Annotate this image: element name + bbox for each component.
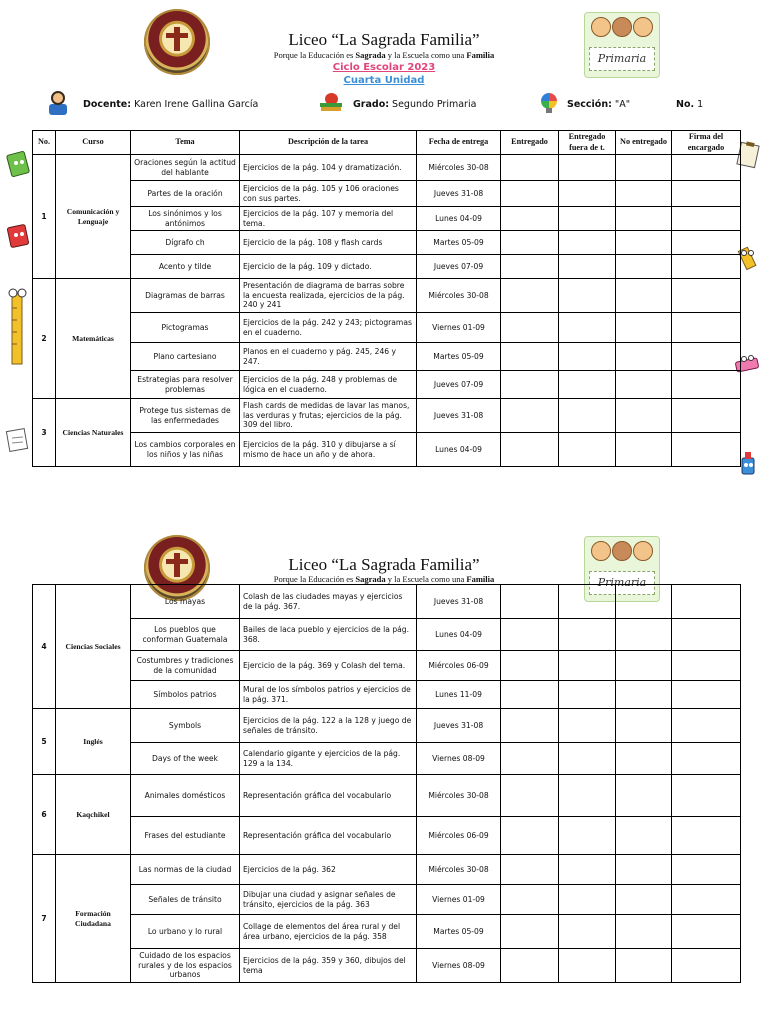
table-row (33, 885, 741, 915)
topic-cell: Los cambios corporales en los niños y las niñas (131, 433, 240, 467)
description-cell: Ejercicios de la pág. 310 y dibujarse a sí mismo de hace un año y de ahora. (240, 433, 417, 467)
delivered-cell[interactable] (501, 313, 559, 343)
due-date-cell: Lunes 04-09 (417, 207, 501, 231)
topic-cell: Los pueblos que conforman Guatemala (131, 619, 240, 651)
not-delivered-cell[interactable] (616, 207, 672, 231)
topic-cell: Los mayas (131, 585, 240, 619)
description-cell: Flash cards de medidas de lavar las manos, las verduras y frutas; ejercicios de la pág. 309 del libro. (240, 399, 417, 433)
due-date-cell: Miércoles 30-08 (417, 855, 501, 885)
late-cell[interactable] (559, 399, 616, 433)
topic-cell: Protege tus sistemas de las enfermedades (131, 399, 240, 433)
docente-field: Docente: Karen Irene Gallina García (83, 99, 259, 110)
teacher-icon (47, 91, 69, 115)
course-name: Inglés (56, 709, 131, 775)
signature-cell[interactable] (672, 343, 741, 371)
table-row (33, 343, 741, 371)
delivered-cell[interactable] (501, 255, 559, 279)
school-motto-2: Porque la Educación es Sagrada y la Escuela como una Familia (273, 574, 495, 584)
table-row (33, 681, 741, 709)
description-cell: Calendario gigante y ejercicios de la pág. 129 a la 134. (240, 743, 417, 775)
not-delivered-cell[interactable] (616, 433, 672, 467)
table-row (33, 313, 741, 343)
signature-cell[interactable] (672, 855, 741, 885)
signature-cell[interactable] (672, 399, 741, 433)
seccion-field: Sección: "A" (567, 99, 631, 110)
description-cell: Representación gráfica del vocabulario (240, 775, 417, 817)
school-title: Liceo “La Sagrada Familia” (288, 30, 480, 49)
course-number: 5 (33, 709, 56, 775)
description-cell: Presentación de diagrama de barras sobre la encuesta realizada, ejercicios de la pág. 240 y 241 (240, 279, 417, 313)
due-date-cell: Martes 05-09 (417, 231, 501, 255)
not-delivered-cell[interactable] (616, 279, 672, 313)
signature-cell[interactable] (672, 155, 741, 181)
table-row (33, 709, 741, 743)
table-row (33, 231, 741, 255)
topic-cell: Partes de la oración (131, 181, 240, 207)
topic-cell: Estrategias para resolver problemas (131, 371, 240, 399)
due-date-cell: Viernes 08-09 (417, 743, 501, 775)
due-date-cell: Martes 05-09 (417, 915, 501, 949)
tasks-table-1 (32, 130, 741, 467)
description-cell: Dibujar una ciudad y asignar señales de tránsito, ejercicios de la pág. 363 (240, 885, 417, 915)
table-row (33, 181, 741, 207)
signature-cell[interactable] (672, 371, 741, 399)
topic-cell: Pictogramas (131, 313, 240, 343)
table-row (33, 279, 741, 313)
table-row (33, 915, 741, 949)
course-name: Ciencias Sociales (56, 585, 131, 709)
signature-cell[interactable] (672, 949, 741, 983)
late-cell[interactable] (559, 709, 616, 743)
description-cell: Mural de los símbolos patrios y ejercicios de la pág. 371. (240, 681, 417, 709)
late-cell[interactable] (559, 155, 616, 181)
description-cell: Planos en el cuaderno y pág. 245, 246 y 247. (240, 343, 417, 371)
delivered-cell[interactable] (501, 775, 559, 817)
due-date-cell: Jueves 07-09 (417, 255, 501, 279)
topic-cell: Plano cartesiano (131, 343, 240, 371)
due-date-cell: Miércoles 06-09 (417, 817, 501, 855)
delivered-cell[interactable] (501, 651, 559, 681)
not-delivered-cell[interactable] (616, 399, 672, 433)
column-header: Entregado fuera de t. (559, 131, 616, 155)
description-cell: Bailes de laca pueblo y ejercicios de la pág. 368. (240, 619, 417, 651)
topic-cell: Cuidado de los espacios rurales y de los espacios urbanos (131, 949, 240, 983)
delivered-cell[interactable] (501, 817, 559, 855)
primaria-badge-label: Primaria (589, 47, 655, 71)
late-cell[interactable] (559, 207, 616, 231)
due-date-cell: Martes 05-09 (417, 343, 501, 371)
table-row (33, 743, 741, 775)
signature-cell[interactable] (672, 585, 741, 619)
ruler-sticker-icon (4, 288, 30, 368)
signature-cell[interactable] (672, 681, 741, 709)
lightbulb-icon (537, 91, 561, 115)
numero-field: No. 1 (676, 99, 704, 110)
due-date-cell: Lunes 04-09 (417, 619, 501, 651)
column-header: Entregado (501, 131, 559, 155)
due-date-cell: Miércoles 30-08 (417, 279, 501, 313)
late-cell[interactable] (559, 949, 616, 983)
signature-cell[interactable] (672, 743, 741, 775)
course-number: 2 (33, 279, 56, 399)
not-delivered-cell[interactable] (616, 231, 672, 255)
table-row (33, 207, 741, 231)
column-header: Descripción de la tarea (240, 131, 417, 155)
signature-cell[interactable] (672, 255, 741, 279)
table-row (33, 155, 741, 181)
school-title-2: Liceo “La Sagrada Familia” (288, 555, 480, 574)
late-cell[interactable] (559, 855, 616, 885)
late-cell[interactable] (559, 343, 616, 371)
late-cell[interactable] (559, 231, 616, 255)
table-row (33, 433, 741, 467)
topic-cell: Frases del estudiante (131, 817, 240, 855)
signature-cell[interactable] (672, 915, 741, 949)
course-name: Ciencias Naturales (56, 399, 131, 467)
tasks-table-2 (32, 584, 741, 983)
delivered-cell[interactable] (501, 279, 559, 313)
not-delivered-cell[interactable] (616, 255, 672, 279)
signature-cell[interactable] (672, 885, 741, 915)
signature-cell[interactable] (672, 775, 741, 817)
due-date-cell: Miércoles 30-08 (417, 775, 501, 817)
due-date-cell: Lunes 04-09 (417, 433, 501, 467)
description-cell: Ejercicio de la pág. 369 y Colash del tema. (240, 651, 417, 681)
column-header: Fecha de entrega (417, 131, 501, 155)
delivered-cell[interactable] (501, 343, 559, 371)
course-name: Formación Ciudadana (56, 855, 131, 983)
due-date-cell: Jueves 31-08 (417, 181, 501, 207)
delivered-cell[interactable] (501, 885, 559, 915)
signature-cell[interactable] (672, 709, 741, 743)
table-header-row (33, 131, 741, 155)
description-cell: Representación gráfica del vocabulario (240, 817, 417, 855)
grado-field: Grado: Segundo Primaria (353, 99, 477, 110)
due-date-cell: Jueves 31-08 (417, 709, 501, 743)
delivered-cell[interactable] (501, 399, 559, 433)
ciclo-escolar: Ciclo Escolar 2023 (332, 62, 436, 73)
topic-cell: Lo urbano y lo rural (131, 915, 240, 949)
description-cell: Ejercicios de la pág. 122 a la 128 y juego de señales de tránsito. (240, 709, 417, 743)
not-delivered-cell[interactable] (616, 949, 672, 983)
not-delivered-cell[interactable] (616, 343, 672, 371)
description-cell: Collage de elementos del área rural y del área urbano, ejercicios de la pág. 358 (240, 915, 417, 949)
delivered-cell[interactable] (501, 855, 559, 885)
topic-cell: Symbols (131, 709, 240, 743)
late-cell[interactable] (559, 371, 616, 399)
signature-cell[interactable] (672, 433, 741, 467)
course-number: 7 (33, 855, 56, 983)
late-cell[interactable] (559, 619, 616, 651)
table-row (33, 371, 741, 399)
school-motto: Porque la Educación es Sagrada y la Escuela como una Familia (273, 50, 495, 60)
late-cell[interactable] (559, 279, 616, 313)
delivered-cell[interactable] (501, 915, 559, 949)
delivered-cell[interactable] (501, 181, 559, 207)
topic-cell: Acento y tilde (131, 255, 240, 279)
description-cell: Ejercicio de la pág. 108 y flash cards (240, 231, 417, 255)
table-row (33, 585, 741, 619)
not-delivered-cell[interactable] (616, 743, 672, 775)
delivered-cell[interactable] (501, 155, 559, 181)
course-number: 3 (33, 399, 56, 467)
book-sticker-icon (6, 222, 32, 252)
late-cell[interactable] (559, 433, 616, 467)
column-header: Tema (131, 131, 240, 155)
topic-cell: Los sinónimos y los antónimos (131, 207, 240, 231)
course-name: Kaqchikel (56, 775, 131, 855)
not-delivered-cell[interactable] (616, 585, 672, 619)
not-delivered-cell[interactable] (616, 885, 672, 915)
table-row (33, 817, 741, 855)
paper-sticker-icon (4, 426, 30, 454)
signature-cell[interactable] (672, 207, 741, 231)
due-date-cell: Lunes 11-09 (417, 681, 501, 709)
description-cell: Ejercicios de la pág. 248 y problemas de lógica en el cuaderno. (240, 371, 417, 399)
topic-cell: Señales de tránsito (131, 885, 240, 915)
late-cell[interactable] (559, 915, 616, 949)
table-row (33, 775, 741, 817)
late-cell[interactable] (559, 651, 616, 681)
description-cell: Ejercicios de la pág. 362 (240, 855, 417, 885)
not-delivered-cell[interactable] (616, 181, 672, 207)
topic-cell: Oraciones según la actitud del hablante (131, 155, 240, 181)
column-header: No. (33, 131, 56, 155)
not-delivered-cell[interactable] (616, 709, 672, 743)
late-cell[interactable] (559, 585, 616, 619)
delivered-cell[interactable] (501, 619, 559, 651)
late-cell[interactable] (559, 775, 616, 817)
apple-books-icon (320, 91, 342, 113)
table-row (33, 619, 741, 651)
late-cell[interactable] (559, 313, 616, 343)
not-delivered-cell[interactable] (616, 817, 672, 855)
delivered-cell[interactable] (501, 433, 559, 467)
not-delivered-cell[interactable] (616, 619, 672, 651)
signature-cell[interactable] (672, 231, 741, 255)
signature-cell[interactable] (672, 181, 741, 207)
delivered-cell[interactable] (501, 743, 559, 775)
signature-cell[interactable] (672, 313, 741, 343)
description-cell: Ejercicios de la pág. 242 y 243; pictogramas en el cuaderno. (240, 313, 417, 343)
delivered-cell[interactable] (501, 681, 559, 709)
topic-cell: Animales domésticos (131, 775, 240, 817)
course-number: 4 (33, 585, 56, 709)
late-cell[interactable] (559, 743, 616, 775)
signature-cell[interactable] (672, 279, 741, 313)
topic-cell: Las normas de la ciudad (131, 855, 240, 885)
due-date-cell: Miércoles 06-09 (417, 651, 501, 681)
late-cell[interactable] (559, 885, 616, 915)
not-delivered-cell[interactable] (616, 371, 672, 399)
course-name: Matemáticas (56, 279, 131, 399)
late-cell[interactable] (559, 817, 616, 855)
delivered-cell[interactable] (501, 585, 559, 619)
course-name: Comunicación y Lenguaje (56, 155, 131, 279)
description-cell: Ejercicios de la pág. 359 y 360, dibujos del tema (240, 949, 417, 983)
table-row (33, 399, 741, 433)
description-cell: Ejercicios de la pág. 107 y memoria del tema. (240, 207, 417, 231)
topic-cell: Símbolos patrios (131, 681, 240, 709)
topic-cell: Costumbres y tradiciones de la comunidad (131, 651, 240, 681)
description-cell: Ejercicios de la pág. 104 y dramatización. (240, 155, 417, 181)
description-cell: Ejercicio de la pág. 109 y dictado. (240, 255, 417, 279)
signature-cell[interactable] (672, 651, 741, 681)
course-number: 6 (33, 775, 56, 855)
topic-cell: Dígrafo ch (131, 231, 240, 255)
table-row (33, 855, 741, 885)
not-delivered-cell[interactable] (616, 155, 672, 181)
not-delivered-cell[interactable] (616, 775, 672, 817)
delivered-cell[interactable] (501, 709, 559, 743)
table-row (33, 949, 741, 983)
late-cell[interactable] (559, 255, 616, 279)
column-header: Curso (56, 131, 131, 155)
description-cell: Colash de las ciudades mayas y ejercicios de la pág. 367. (240, 585, 417, 619)
late-cell[interactable] (559, 181, 616, 207)
not-delivered-cell[interactable] (616, 651, 672, 681)
not-delivered-cell[interactable] (616, 855, 672, 885)
column-header: Firma del encargado (672, 131, 741, 155)
due-date-cell: Miércoles 30-08 (417, 155, 501, 181)
primaria-badge-label: Primaria (589, 571, 655, 595)
topic-cell: Days of the week (131, 743, 240, 775)
topic-cell: Diagramas de barras (131, 279, 240, 313)
not-delivered-cell[interactable] (616, 915, 672, 949)
not-delivered-cell[interactable] (616, 313, 672, 343)
delivered-cell[interactable] (501, 949, 559, 983)
description-cell: Ejercicios de la pág. 105 y 106 oraciones con sus partes. (240, 181, 417, 207)
due-date-cell: Jueves 31-08 (417, 399, 501, 433)
table-row (33, 651, 741, 681)
not-delivered-cell[interactable] (616, 681, 672, 709)
due-date-cell: Viernes 01-09 (417, 313, 501, 343)
signature-cell[interactable] (672, 817, 741, 855)
late-cell[interactable] (559, 681, 616, 709)
delivered-cell[interactable] (501, 231, 559, 255)
due-date-cell: Viernes 01-09 (417, 885, 501, 915)
delivered-cell[interactable] (501, 371, 559, 399)
notebook-sticker-icon (6, 150, 32, 180)
delivered-cell[interactable] (501, 207, 559, 231)
due-date-cell: Jueves 07-09 (417, 371, 501, 399)
signature-cell[interactable] (672, 619, 741, 651)
course-number: 1 (33, 155, 56, 279)
column-header: No entregado (616, 131, 672, 155)
due-date-cell: Viernes 08-09 (417, 949, 501, 983)
unidad-label: Cuarta Unidad (343, 75, 425, 86)
due-date-cell: Jueves 31-08 (417, 585, 501, 619)
table-row (33, 255, 741, 279)
